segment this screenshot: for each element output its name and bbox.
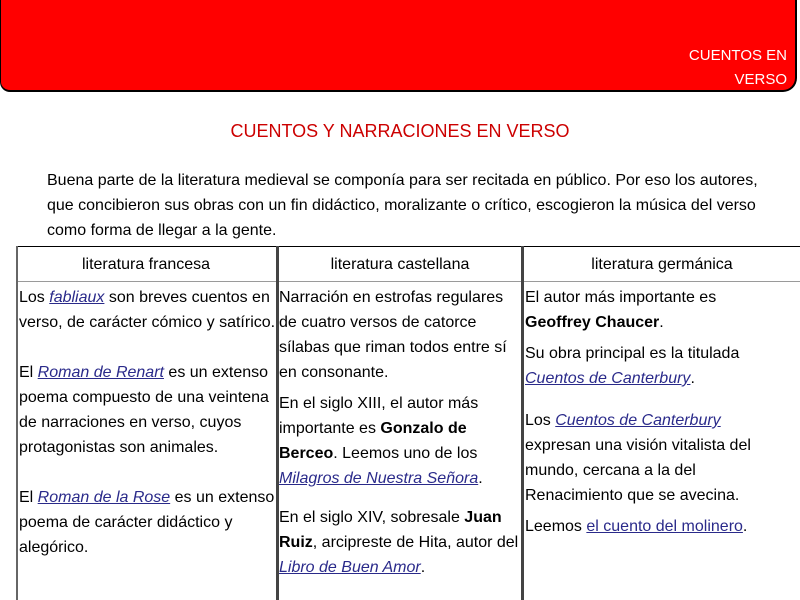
page-title: CUENTOS Y NARRACIONES EN VERSO bbox=[230, 121, 570, 141]
text: . Leemos uno de los bbox=[333, 445, 478, 462]
banner-title-line2: VERSO bbox=[734, 71, 787, 88]
text: es un extenso poema de carácter didáctico y alegórico. bbox=[19, 489, 275, 556]
banner-title-line1: CUENTOS EN bbox=[688, 47, 787, 64]
column-header-castellana: literatura castellana bbox=[330, 256, 470, 273]
column-divider bbox=[16, 246, 18, 600]
author-name: Juan Ruiz bbox=[279, 509, 502, 551]
castellana-paragraph: Narración en estrofas regulares de cuatro versos de catorce sílabas que riman todos entre sí en consonante. bbox=[279, 289, 507, 381]
column-header-germanica: literatura germánica bbox=[591, 256, 733, 273]
author-name: Geoffrey Chaucer bbox=[525, 314, 660, 331]
francesa-paragraph bbox=[19, 285, 277, 335]
castellana-paragraph bbox=[279, 505, 520, 580]
column-francesa bbox=[19, 285, 277, 560]
roman-de-la-rose-link[interactable]: Roman de la Rose bbox=[37, 489, 171, 506]
text: Los bbox=[19, 289, 50, 306]
castellana-paragraph bbox=[279, 391, 520, 491]
text: . bbox=[742, 518, 748, 535]
intro-paragraph: Buena parte de la literatura medieval se componía para ser recitada en público. Por eso los autores, que concibieron sus obras con un fin didáctico, moralizante o crítico, escogieron la música del verso como forma de llegar a la gente. bbox=[47, 172, 758, 239]
author-name: Gonzalo de Berceo bbox=[279, 420, 467, 462]
germanica-paragraph bbox=[525, 514, 775, 539]
text: es un extenso poema compuesto de una veintena de narraciones en verso, cuyos protagonistas son animales. bbox=[19, 364, 269, 456]
germanica-paragraph bbox=[525, 341, 775, 391]
text: Los bbox=[525, 412, 556, 429]
roman-de-renart-link[interactable]: Roman de Renart bbox=[37, 364, 164, 381]
column-divider bbox=[521, 246, 524, 600]
header-banner bbox=[0, 0, 797, 92]
column-castellana bbox=[279, 285, 520, 580]
fabliaux-link[interactable]: fabliaux bbox=[49, 289, 105, 306]
text: En el siglo XIV, sobresale bbox=[279, 509, 465, 526]
banner-title bbox=[587, 44, 787, 92]
text: . bbox=[690, 370, 695, 387]
germanica-paragraph bbox=[525, 408, 775, 508]
text: El bbox=[19, 489, 38, 506]
text: expresan una visión vitalista del mundo, cercana a la del Renacimiento que se avecina. bbox=[525, 437, 751, 504]
column-header-francesa: literatura francesa bbox=[81, 256, 211, 273]
cuentos-de-canterbury-link[interactable]: Cuentos de Canterbury bbox=[555, 412, 721, 429]
header-divider bbox=[16, 281, 800, 282]
germanica-paragraph bbox=[525, 285, 775, 335]
text: son breves cuentos en verso, de carácter cómico y satírico. bbox=[19, 289, 276, 331]
text: . bbox=[478, 470, 483, 487]
text: En el siglo XIII, el autor más importante es bbox=[279, 395, 479, 437]
text: Leemos bbox=[525, 518, 587, 535]
text: El autor más importante es bbox=[525, 289, 717, 306]
text: . bbox=[420, 559, 426, 576]
text: Su obra principal es la titulada bbox=[525, 345, 740, 362]
text: , arcipreste de Hita, autor del bbox=[312, 534, 519, 551]
cuentos-de-canterbury-link[interactable]: Cuentos de Canterbury bbox=[525, 370, 691, 387]
milagros-link[interactable]: Milagros de Nuestra Señora bbox=[279, 470, 479, 487]
francesa-paragraph bbox=[19, 360, 277, 460]
text: El bbox=[19, 364, 38, 381]
libro-de-buen-amor-link[interactable]: Libro de Buen Amor bbox=[279, 559, 421, 576]
column-germanica bbox=[525, 285, 775, 539]
francesa-paragraph bbox=[19, 485, 277, 560]
text: . bbox=[659, 314, 664, 331]
cuento-del-molinero-link[interactable]: el cuento del molinero bbox=[586, 518, 743, 535]
literature-table bbox=[16, 246, 800, 600]
